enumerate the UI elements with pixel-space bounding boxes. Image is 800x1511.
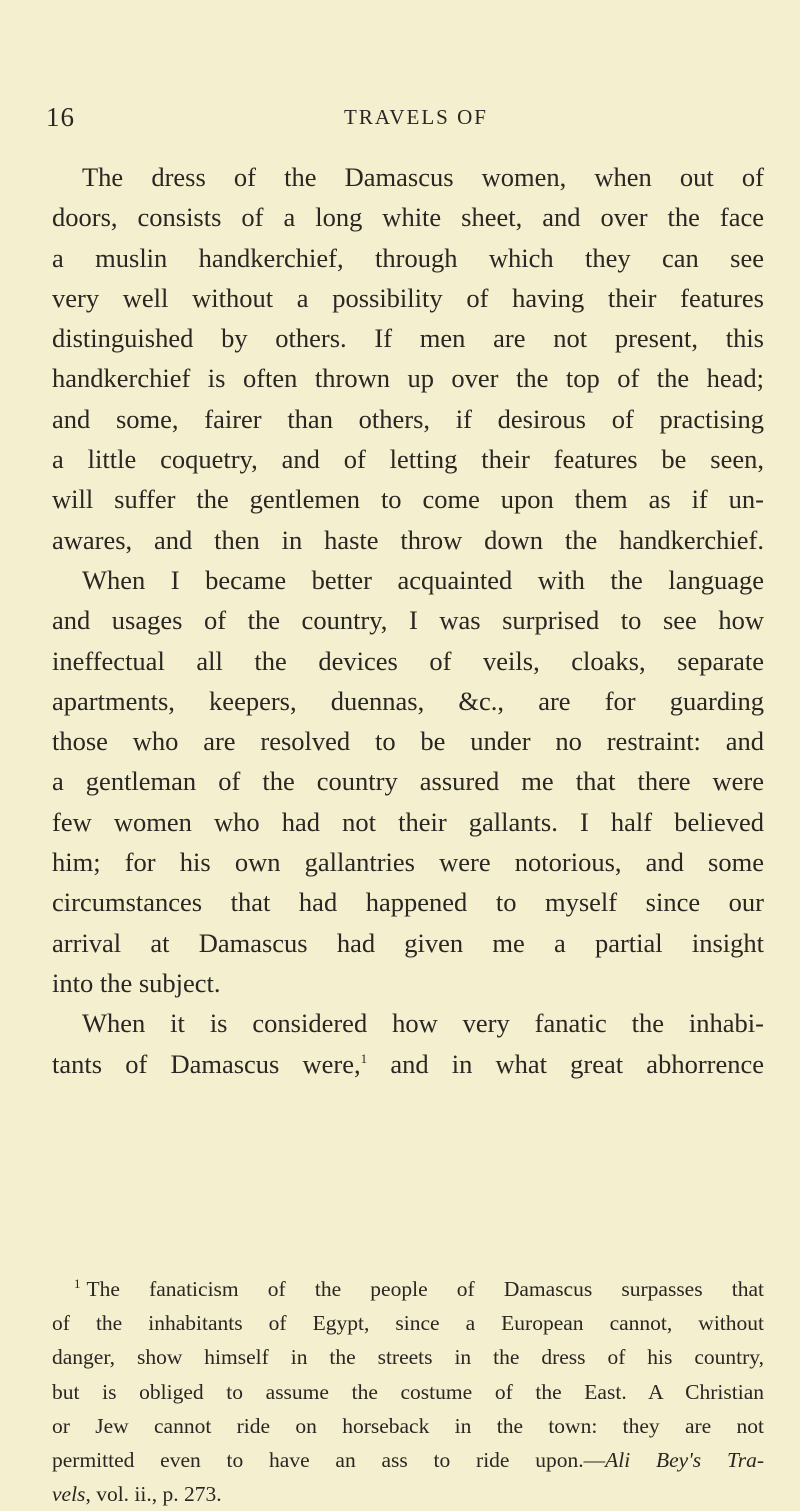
text-line: awares, and then in haste throw down the handkerchief. — [52, 524, 764, 555]
text-line: The dress of the Damascus women, when out of — [82, 162, 764, 192]
footnote-line: of the inhabitants of Egypt, since a European cannot, without — [52, 1311, 764, 1336]
text-line: those who are resolved to be under no restraint: and — [52, 726, 764, 757]
footnote-marker: 1 — [74, 1275, 81, 1291]
text-line: handkerchief is often thrown up over the top of the head; — [52, 363, 764, 394]
text-line: apartments, keepers, duennas, &c., are for guarding — [52, 685, 764, 716]
text-line-with-reference — [52, 1044, 764, 1084]
text-line: few women who had not their gallants. I half believed — [52, 806, 764, 837]
footnote-line: or Jew cannot ride on horseback in the town: they are not — [52, 1413, 764, 1438]
footnote-line — [52, 1443, 764, 1477]
text-line: When it is considered how very fanatic the inhabi- — [82, 1008, 764, 1039]
footnote-text: permitted even to have an ass to ride upon.— — [52, 1447, 606, 1472]
text-line: will suffer the gentlemen to come upon them as if un- — [52, 484, 764, 515]
footnote-citation: vels — [52, 1482, 86, 1507]
running-head: TRAVELS OF — [344, 105, 488, 129]
text-line: circumstances that had happened to myself since our — [52, 887, 764, 918]
footnote-text: , vol. ii., p. 273. — [85, 1482, 222, 1507]
text-line: arrival at Damascus had given me a partial insight — [52, 927, 764, 958]
body-text — [52, 157, 764, 1084]
text-line: into the subject. — [52, 967, 221, 998]
footnote-text: The fanaticism of the people of Damascus surpasses that — [86, 1277, 764, 1301]
footnote — [52, 1272, 764, 1511]
text-line: doors, consists of a long white sheet, and over the face — [52, 202, 764, 233]
text-line: very well without a possibility of having their features — [52, 282, 764, 313]
text-line: distinguished by others. If men are not present, this — [52, 323, 764, 354]
page-header — [46, 102, 756, 142]
footnote-line — [52, 1272, 764, 1306]
page-number: 16 — [46, 102, 75, 132]
text-line: and usages of the country, I was surprised to see how — [52, 605, 764, 636]
footnote-line — [52, 1477, 764, 1511]
footnote-line: but is obliged to assume the costume of the East. A Christian — [52, 1379, 764, 1404]
text-line: and some, fairer than others, if desirous of practising — [52, 403, 764, 434]
text-line: him; for his own gallantries were notorious, and some — [52, 847, 764, 878]
footnote-citation: Ali Bey's Tra- — [605, 1447, 764, 1472]
text-line: When I became better acquainted with the language — [82, 564, 764, 595]
text-fragment: and in what great abhorrence — [390, 1048, 765, 1079]
footnote-reference: 1 — [360, 1050, 368, 1066]
text-fragment: tants of Damascus were, — [52, 1048, 361, 1079]
text-line: ineffectual all the devices of veils, cloaks, separate — [52, 645, 764, 676]
text-line: a little coquetry, and of letting their features be seen, — [52, 444, 764, 475]
text-line: a muslin handkerchief, through which they can see — [52, 242, 764, 273]
footnote-line: danger, show himself in the streets in the dress of his country, — [52, 1345, 764, 1370]
text-line: a gentleman of the country assured me that there were — [52, 766, 764, 797]
